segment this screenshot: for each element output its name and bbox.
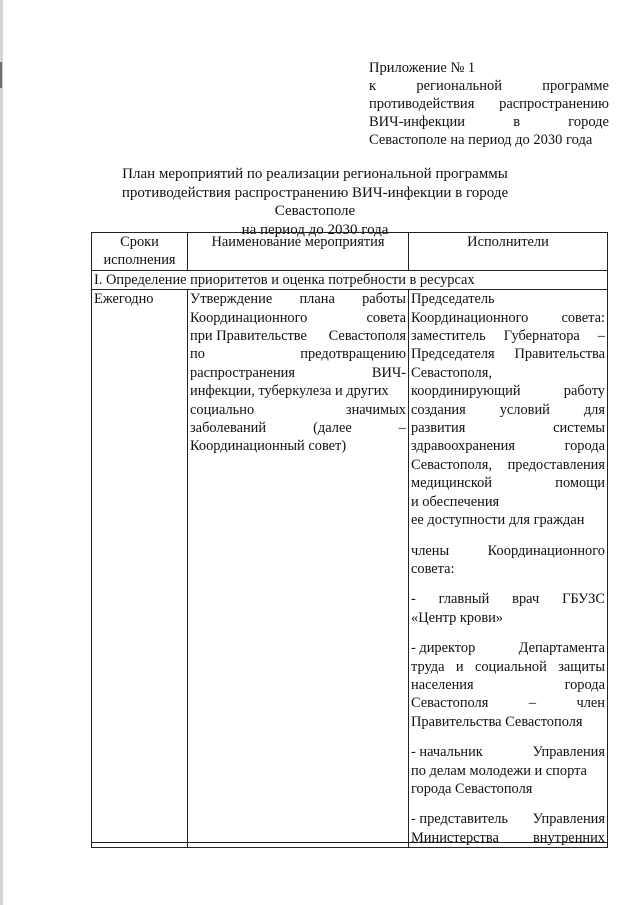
text-line (411, 474, 605, 492)
title-line: План мероприятий по реализации региональной программы (122, 166, 508, 182)
appendix-line (369, 95, 609, 113)
text-line: Председатель (411, 291, 495, 308)
word: развития (411, 420, 466, 437)
members-label (411, 542, 605, 579)
text-line (411, 658, 605, 676)
plan-table (91, 232, 608, 848)
word: при Правительстве (190, 328, 307, 345)
word: ВИЧ-инфекции (369, 114, 466, 130)
header-terms: Сроки исполнения (92, 233, 188, 271)
word: для (583, 401, 605, 418)
text-line (411, 456, 605, 474)
word: врач (512, 591, 540, 608)
text-line (411, 639, 605, 657)
word: городе (568, 114, 609, 130)
text-line (411, 743, 605, 761)
word: члены (411, 542, 450, 559)
title-line: противодействия распространению ВИЧ-инфекции в городе Севастополе (121, 184, 509, 219)
section-heading: I. Определение приоритетов и оценка потребности в ресурсах (92, 270, 608, 289)
word: Департамента (518, 640, 605, 657)
word: – (398, 420, 406, 437)
word: работы (362, 291, 406, 308)
member-item (411, 590, 605, 627)
word: и (455, 658, 464, 675)
word: Координационного (487, 542, 605, 559)
section-row (92, 270, 608, 289)
table-row (92, 290, 608, 848)
table-header-row (92, 233, 608, 271)
word: заболеваний (190, 420, 267, 437)
word: – (597, 328, 605, 345)
text-line (190, 309, 406, 327)
title-line: на период до 2030 года (241, 221, 389, 238)
cell-term: Ежегодно (92, 290, 188, 848)
word: системы (553, 420, 605, 437)
word: противодействия (369, 96, 475, 112)
word: член (576, 695, 605, 712)
word: Утверждение (190, 291, 273, 308)
word: помощи (555, 475, 605, 492)
word: Управления (532, 744, 605, 761)
text-line (190, 419, 406, 437)
appendix-header (369, 59, 609, 149)
word: социально (190, 401, 255, 418)
text-line (411, 437, 605, 455)
text-line (190, 327, 406, 345)
word: предоставления (507, 456, 605, 473)
word: защиты (558, 658, 605, 675)
text-line: Координационный совет) (190, 438, 347, 455)
cell-measure (188, 290, 409, 848)
word: города (564, 676, 605, 693)
text-line: инфекции, туберкулеза и других (190, 383, 389, 400)
text-line (411, 810, 605, 828)
word: совета: (561, 309, 605, 326)
word: Севастополя (328, 328, 406, 345)
word: Севастополя, (411, 456, 492, 473)
appendix-line (369, 113, 609, 131)
word: заместитель (411, 328, 486, 345)
scan-mark (0, 62, 2, 88)
word: внутренних (532, 829, 605, 846)
word: Правительства (514, 346, 605, 363)
word: здравоохранения (411, 438, 515, 455)
word: - (411, 591, 416, 608)
header-measure: Наименование мероприятия (188, 233, 409, 271)
word: плана (299, 291, 335, 308)
word: ВИЧ- (371, 364, 406, 381)
word: - представитель (411, 811, 508, 828)
word: Председателя (411, 346, 495, 363)
word: предотвращению (300, 346, 406, 363)
word: медицинской (411, 475, 492, 492)
word: распространения (190, 364, 295, 381)
word: (далее (313, 420, 352, 437)
word: - начальник (411, 744, 483, 761)
appendix-number: Приложение № 1 (369, 60, 476, 76)
word: главный (438, 591, 490, 608)
page-cut-rule (91, 842, 607, 843)
text-line (411, 327, 605, 345)
text-line (190, 345, 406, 363)
text-line: совета: (411, 560, 455, 577)
text-line: ее доступности для граждан (411, 512, 585, 529)
document-title (100, 165, 530, 239)
text-line: Правительства Севастополя (411, 713, 583, 730)
word: социальной (474, 658, 547, 675)
text-line (411, 382, 605, 400)
word: в (513, 114, 521, 130)
member-item (411, 743, 605, 798)
word: Севастополя (411, 695, 489, 712)
chair-block (411, 290, 605, 529)
word: к (369, 78, 377, 94)
word: Губернатора (503, 328, 580, 345)
text-line (411, 345, 605, 363)
text-line (411, 590, 605, 608)
text-line (411, 542, 605, 560)
text-line (190, 290, 406, 308)
word: распространению (499, 96, 609, 112)
word: Координационного (190, 309, 308, 326)
word: ГБУЗС (562, 591, 605, 608)
word: населения (411, 676, 474, 693)
text-line (411, 676, 605, 694)
text-line (411, 309, 605, 327)
word: значимых (345, 401, 406, 418)
text-line (411, 401, 605, 419)
word: совета (366, 309, 406, 326)
word: труда (411, 658, 445, 675)
word: Координационного (411, 309, 529, 326)
scan-edge (0, 0, 3, 905)
word: Министерства (411, 829, 499, 846)
text-line: города Севастополя (411, 780, 533, 797)
word: - директор (411, 640, 476, 657)
text-line: и обеспечения (411, 493, 500, 510)
word: условий (499, 401, 550, 418)
word: координирующий (411, 383, 521, 400)
word: – (528, 695, 537, 712)
word: по (190, 346, 205, 363)
text-line (190, 364, 406, 382)
word: программе (542, 78, 609, 94)
text-line (411, 419, 605, 437)
member-item (411, 639, 605, 731)
header-executors: Исполнители (409, 233, 608, 271)
word: создания (411, 401, 466, 418)
text-line (411, 829, 605, 847)
word: работу (563, 383, 605, 400)
text-line: «Центр крови» (411, 609, 504, 626)
word: региональной (416, 78, 502, 94)
word: города (564, 438, 605, 455)
text-line (190, 401, 406, 419)
cell-executors (409, 290, 608, 848)
appendix-line: Севастополе на период до 2030 года (369, 132, 593, 148)
measure-text (190, 290, 406, 456)
text-line (411, 694, 605, 712)
text-line: Севастополя, (411, 364, 492, 381)
text-line: по делам молодежи и спорта (411, 762, 587, 779)
word: Управления (532, 811, 605, 828)
appendix-line (369, 77, 609, 95)
